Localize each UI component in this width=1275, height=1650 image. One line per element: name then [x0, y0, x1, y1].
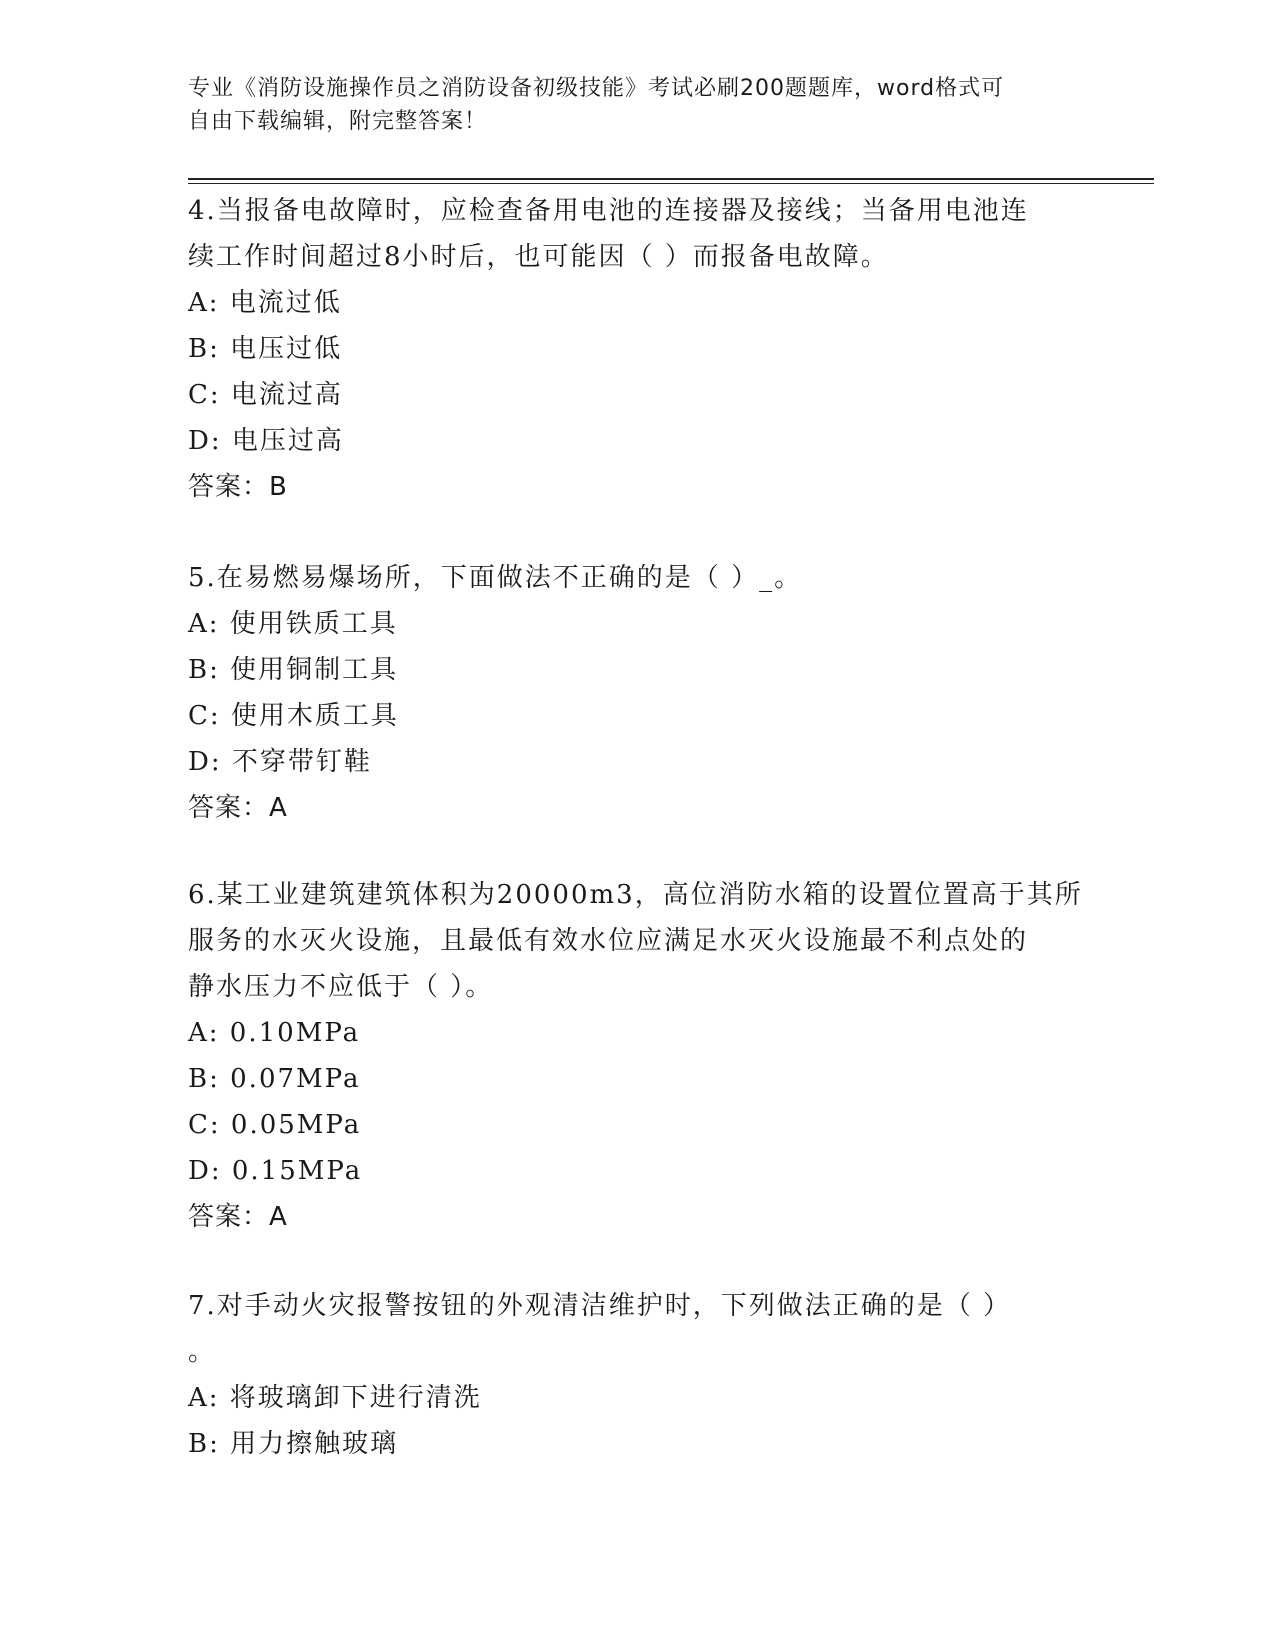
- header-divider: [188, 178, 1154, 184]
- option-a: A: 0.10MPa: [188, 1018, 361, 1048]
- question-text-line: 6.某工业建筑建筑体积为20000m3，高位消防水箱的设置位置高于其所: [188, 880, 1083, 910]
- option-c: C: 0.05MPa: [188, 1110, 362, 1140]
- question-6: [188, 872, 1088, 1240]
- option-b: B: 电压过低: [188, 334, 343, 364]
- option-b: B: 用力擦触玻璃: [188, 1429, 399, 1459]
- option-a: A: 电流过低: [188, 288, 342, 318]
- question-text-line: 5.在易燃易爆场所，下面做法不正确的是（ ）_。: [188, 563, 803, 593]
- option-b: B: 使用铜制工具: [188, 655, 399, 685]
- option-d: D: 0.15MPa: [188, 1156, 363, 1186]
- header-line-2: 自由下载编辑，附完整答案！: [188, 109, 488, 134]
- answer: 答案：A: [188, 793, 288, 823]
- option-a: A: 将玻璃卸下进行清洗: [188, 1383, 482, 1413]
- question-text-line: 静水压力不应低于（ ）。: [188, 972, 494, 1002]
- question-text-line: 续工作时间超过8小时后，也可能因（ ）而报备电故障。: [188, 242, 889, 272]
- question-5: [188, 555, 1088, 831]
- option-c: C: 使用木质工具: [188, 701, 399, 731]
- question-text-line: 4.当报备电故障时，应检查备用电池的连接器及接线；当备用电池连: [188, 196, 1029, 226]
- question-text-line: 服务的水灭火设施，且最低有效水位应满足水灭火设施最不利点处的: [188, 926, 1029, 956]
- option-c: C: 电流过高: [188, 380, 343, 410]
- document-header: [188, 72, 1088, 138]
- question-text-line: 7.对手动火灾报警按钮的外观清洁维护时，下列做法正确的是（ ）: [188, 1291, 1012, 1321]
- question-7: [188, 1283, 1088, 1467]
- answer: 答案：A: [188, 1202, 288, 1232]
- question-4: [188, 188, 1088, 510]
- question-text-line: 。: [188, 1337, 217, 1367]
- answer: 答案：B: [188, 472, 288, 502]
- header-line-1: 专业《消防设施操作员之消防设备初级技能》考试必刷200题题库，word格式可: [188, 76, 1005, 101]
- option-d: D: 不穿带钉鞋: [188, 747, 372, 777]
- option-d: D: 电压过高: [188, 426, 344, 456]
- option-a: A: 使用铁质工具: [188, 609, 398, 639]
- option-b: B: 0.07MPa: [188, 1064, 361, 1094]
